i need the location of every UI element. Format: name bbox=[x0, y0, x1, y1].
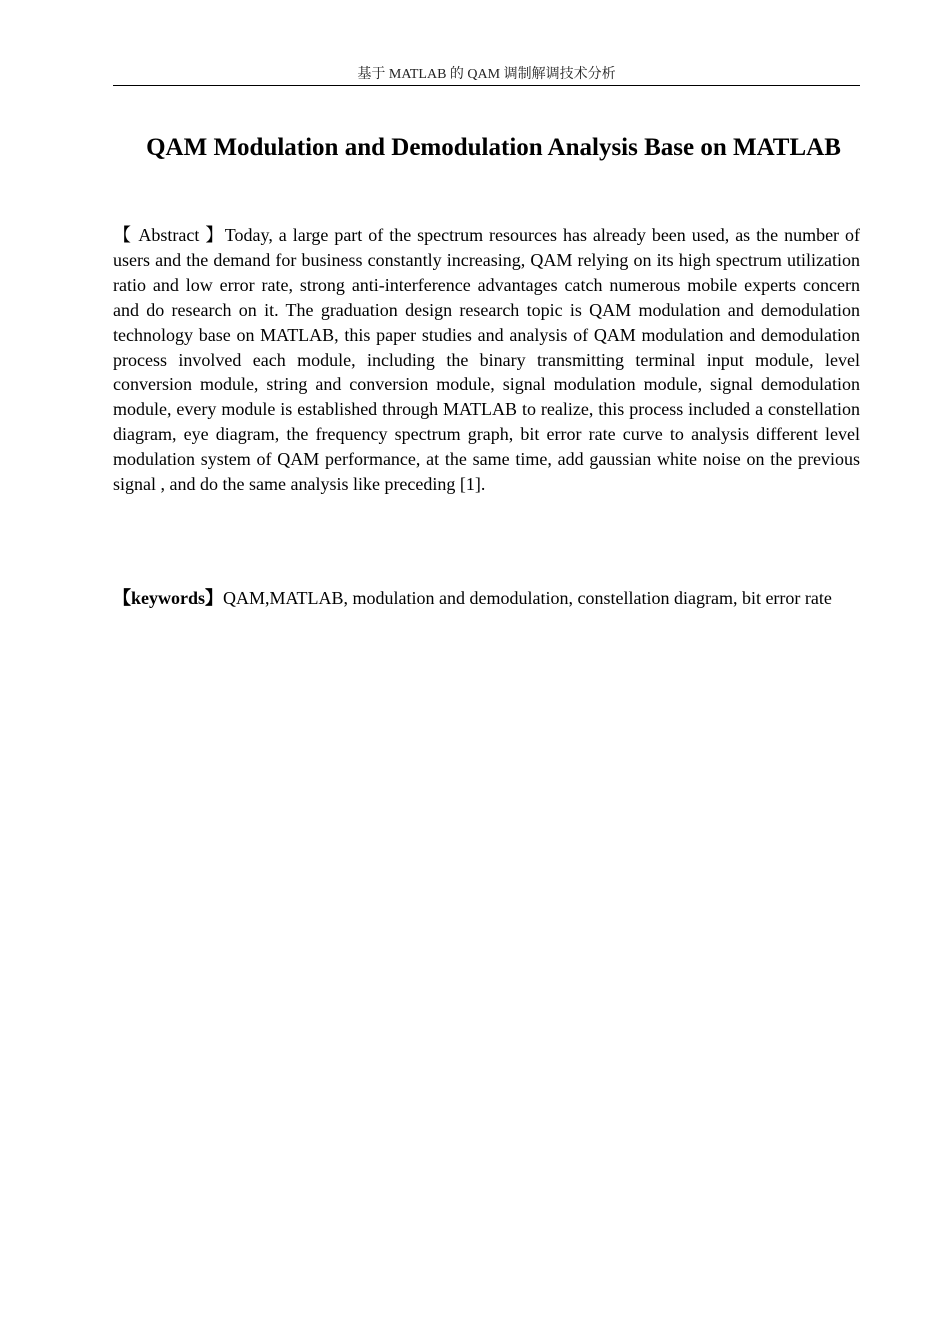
abstract-paragraph bbox=[113, 223, 860, 497]
header-divider bbox=[113, 85, 860, 86]
paper-title: QAM Modulation and Demodulation Analysis Base on MATLAB bbox=[146, 134, 841, 161]
abstract-label: 【 Abstract 】 bbox=[113, 225, 225, 245]
keywords-text: QAM,MATLAB, modulation and demodulation, constellation diagram, bit error rate bbox=[223, 588, 832, 608]
keywords-paragraph bbox=[113, 580, 860, 617]
running-header: 基于 MATLAB 的 QAM 调制解调技术分析 bbox=[357, 67, 616, 82]
keywords-label: 【keywords】 bbox=[113, 588, 224, 608]
abstract-text: Today, a large part of the spectrum resources has already been used, as the number of users and the demand for business constantly increasing, QAM relying on its high spectrum utilization ratio and low error rate, strong anti-interference advantages catch numerous mobile experts concern and do research on it. The graduation design research topic is QAM modulation and demodulation technology base on MATLAB, this paper studies and analysis of QAM modulation and demodulation process involved each module, including the binary transmitting terminal input module, level conversion module, string and conversion module, signal modulation module, signal demodulation module, every module is established through MATLAB to realize, this process included a constellation diagram, eye diagram, the frequency spectrum graph, bit error rate curve to analysis different level modulation system of QAM performance, at the same time, add gaussian white noise on the previous signal , and do the same analysis like preceding [1]. bbox=[113, 225, 860, 495]
